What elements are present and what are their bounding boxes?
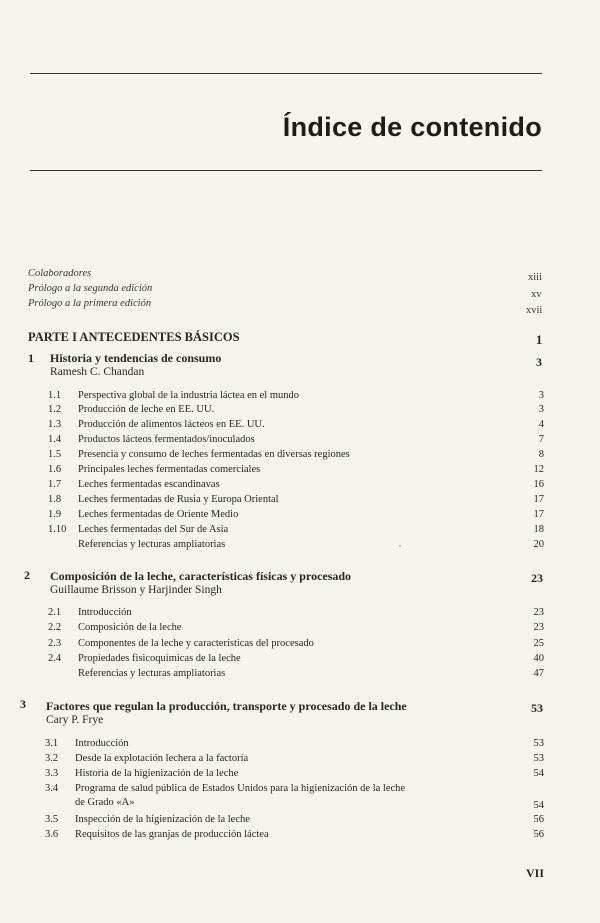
section-title: Referencias y lecturas ampliatorias xyxy=(78,668,226,679)
section-title: Leches fermentadas del Sur de Asia xyxy=(78,524,229,535)
section-title-continued: de Grado «A» xyxy=(75,797,135,808)
toc-entry[interactable] xyxy=(45,753,544,767)
section-number: 1.5 xyxy=(48,449,62,460)
section-page: 54 xyxy=(533,800,544,811)
section-number: 2.2 xyxy=(48,622,62,633)
toc-entry[interactable] xyxy=(45,783,544,811)
section-title: Historia de la higienización de la leche xyxy=(75,768,239,779)
toc-entry[interactable] xyxy=(48,449,544,463)
section-title: Producción de leche en EE. UU. xyxy=(78,404,215,415)
section-number: 1.2 xyxy=(48,404,62,415)
section-title: Presencia y consumo de leches fermentadas en diversas regiones xyxy=(78,449,350,460)
prefatory-item: Prólogo a la segunda edición xyxy=(28,283,153,294)
section-number: 1.7 xyxy=(48,479,62,490)
section-title: Leches fermentadas de Oriente Medio xyxy=(78,509,239,520)
bottom-rule xyxy=(30,170,542,171)
section-page: 56 xyxy=(533,829,544,840)
section-title: Componentes de la leche y características del procesado xyxy=(78,638,314,649)
chapter-number: 2 xyxy=(24,568,30,582)
section-page: 53 xyxy=(533,753,544,764)
section-page: 7 xyxy=(538,434,544,445)
chapter-number: 3 xyxy=(20,697,26,711)
section-title: Desde la explotación lechera a la factoría xyxy=(75,753,249,764)
page-folio: VII xyxy=(525,866,544,880)
section-page: 53 xyxy=(533,738,544,749)
section-title: Leches fermentadas escandinavas xyxy=(78,479,220,490)
toc-entry[interactable] xyxy=(48,419,544,433)
section-title: Productos lácteos fermentados/inoculados xyxy=(78,434,255,445)
section-title: Composición de la leche xyxy=(78,622,182,633)
section-page: 56 xyxy=(533,814,544,825)
section-number: 1.4 xyxy=(48,434,62,445)
chapter-author: Cary P. Frye xyxy=(46,714,104,726)
toc-entry[interactable] xyxy=(45,768,544,782)
chapter-page: 3 xyxy=(536,355,542,369)
section-page: 17 xyxy=(533,509,544,520)
section-number: 1.8 xyxy=(48,494,62,505)
section-number: 3.3 xyxy=(45,768,59,779)
section-title: Programa de salud pública de Estados Unidos para la higienización de la leche xyxy=(75,783,406,794)
section-title: Inspección de la higienización de la leche xyxy=(75,814,250,825)
section-number: 1.10 xyxy=(48,524,67,535)
toc-entry[interactable] xyxy=(48,464,544,478)
toc-entry[interactable] xyxy=(48,509,544,523)
toc-entry[interactable] xyxy=(48,622,544,636)
part-page: 1 xyxy=(536,333,543,347)
section-title: Introducción xyxy=(78,607,132,618)
section-title: Leches fermentadas de Rusia y Europa Oriental xyxy=(78,494,279,505)
section-number: 2.1 xyxy=(48,607,62,618)
chapter-page: 53 xyxy=(531,701,543,715)
toc-entry[interactable] xyxy=(48,539,544,553)
chapter-author: Ramesh C. Chandan xyxy=(50,366,145,378)
prefatory-item: Colaboradores xyxy=(28,268,92,279)
chapter-title: Historia y tendencias de consumo xyxy=(50,351,222,365)
section-page: 20 xyxy=(533,539,544,550)
section-page: 40 xyxy=(533,653,544,664)
toc-entry[interactable] xyxy=(48,494,544,508)
section-title: Perspectiva global de la industria láctea en el mundo xyxy=(78,390,300,401)
section-page: 3 xyxy=(538,404,544,415)
section-page: 54 xyxy=(533,768,544,779)
section-number: 2.4 xyxy=(48,653,62,664)
toc-entry[interactable] xyxy=(45,814,544,828)
toc-entry[interactable] xyxy=(48,653,544,667)
chapter-title: Factores que regulan la producción, transporte y procesado de la leche xyxy=(46,699,407,713)
prefatory-page: xv xyxy=(531,289,542,300)
section-page: 18 xyxy=(533,524,544,535)
section-title: Introducción xyxy=(75,738,129,749)
prefatory-page: xvii xyxy=(526,305,543,316)
section-page: 47 xyxy=(533,668,544,679)
section-page: 8 xyxy=(538,449,544,460)
toc-entry[interactable] xyxy=(48,404,544,418)
section-number: 2.3 xyxy=(48,638,62,649)
toc-entry[interactable] xyxy=(45,829,544,843)
section-number: 3.6 xyxy=(45,829,59,840)
toc-entry[interactable] xyxy=(45,738,544,752)
section-page: 3 xyxy=(538,390,544,401)
section-title: Propiedades fisicoquímicas de la leche xyxy=(78,653,241,664)
toc-entry[interactable] xyxy=(48,390,544,404)
section-number: 3.5 xyxy=(45,814,59,825)
toc-entry[interactable] xyxy=(48,524,544,538)
page-title: Índice de contenido xyxy=(282,112,542,142)
toc-entry[interactable] xyxy=(48,479,544,493)
part-heading: PARTE I ANTECEDENTES BÁSICOS xyxy=(28,330,240,344)
section-number: 3.4 xyxy=(45,783,59,794)
section-number: 3.2 xyxy=(45,753,59,764)
print-speck xyxy=(399,545,401,547)
section-page: 17 xyxy=(533,494,544,505)
section-number: 1.3 xyxy=(48,419,62,430)
section-page: 25 xyxy=(533,638,544,649)
section-number: 1.1 xyxy=(48,390,62,401)
chapter-title: Composición de la leche, características físicas y procesado xyxy=(50,569,352,583)
chapter-author: Guillaume Brisson y Harjinder Singh xyxy=(50,584,222,596)
prefatory-item: Prólogo a la primera edición xyxy=(28,298,152,309)
top-rule xyxy=(30,73,542,74)
toc-entry[interactable] xyxy=(48,638,544,652)
chapter-page: 23 xyxy=(531,571,543,585)
section-title: Principales leches fermentadas comerciales xyxy=(78,464,261,475)
chapter-number: 1 xyxy=(28,351,34,365)
section-page: 12 xyxy=(533,464,544,475)
section-number: 1.6 xyxy=(48,464,62,475)
section-number: 3.1 xyxy=(45,738,59,749)
section-page: 4 xyxy=(538,419,544,430)
toc-entry[interactable] xyxy=(48,607,544,621)
toc-entry[interactable] xyxy=(48,434,544,448)
prefatory-page: xiii xyxy=(528,272,543,283)
section-title: Producción de alimentos lácteos en EE. UU. xyxy=(78,419,265,430)
section-number: 1.9 xyxy=(48,509,62,520)
toc-entry[interactable] xyxy=(48,668,544,682)
section-page: 23 xyxy=(533,622,544,633)
section-page: 16 xyxy=(533,479,544,490)
section-title: Referencias y lecturas ampliatorias xyxy=(78,539,226,550)
section-page: 23 xyxy=(533,607,544,618)
section-title: Requisitos de las granjas de producción láctea xyxy=(75,829,269,840)
